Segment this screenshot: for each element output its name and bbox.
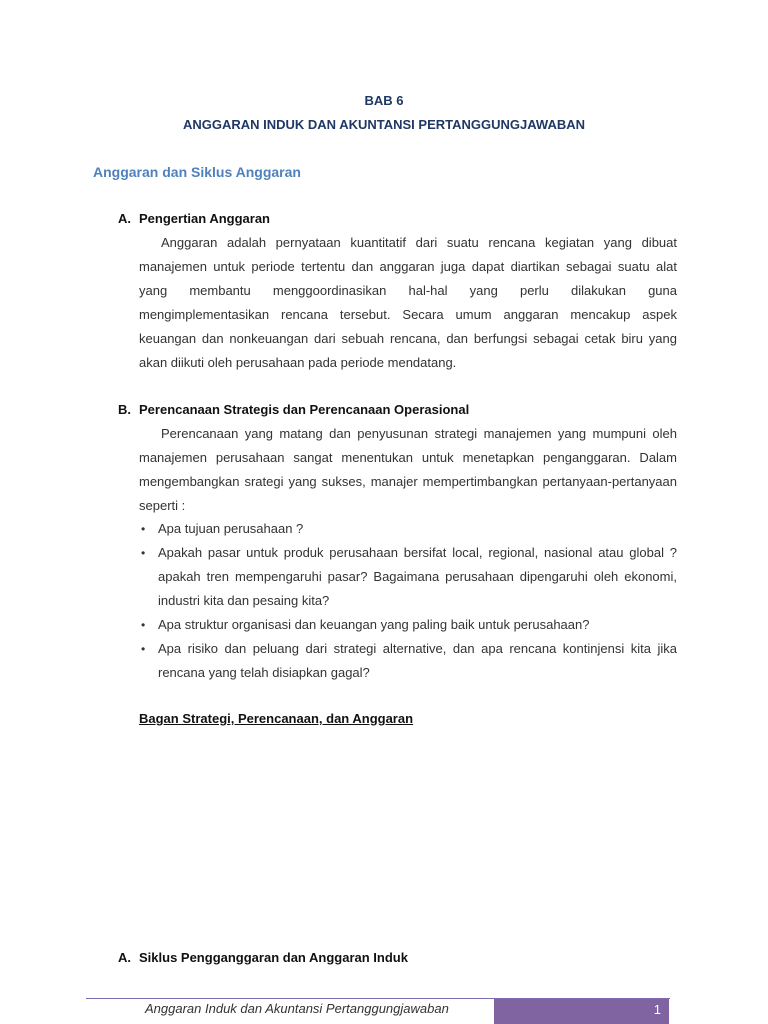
list-item xyxy=(139,517,677,541)
bullet-icon: • xyxy=(141,546,146,560)
list-item xyxy=(139,541,677,613)
list-item-text: Apa tujuan perusahaan ? xyxy=(158,521,304,536)
chapter-number: BAB 6 xyxy=(364,93,404,108)
footer-page-number: 1 xyxy=(494,999,669,1024)
subsection-c-heading xyxy=(118,950,408,965)
bullet-icon: • xyxy=(141,642,146,656)
bullet-icon: • xyxy=(141,618,146,632)
subsection-a-letter: A. xyxy=(118,211,131,226)
subsection-b-letter: B. xyxy=(118,402,131,417)
subsection-b-title: Perencanaan Strategis dan Perencanaan Operasional xyxy=(139,402,470,417)
subsection-a-heading xyxy=(118,211,270,226)
subsection-c-title: Siklus Pengganggaran dan Anggaran Induk xyxy=(139,950,408,965)
list-item xyxy=(139,637,677,685)
subsection-b-paragraph: Perencanaan yang matang dan penyusunan strategi manajemen yang mumpuni oleh manajemen perusahaan sangat menentukan untuk menetapkan penganggaran. Dalam mengembangkan srategi yang sukses, manajer mempertimbangkan pertanyaan-pertanyaan seperti : xyxy=(139,426,677,513)
subsection-a-title: Pengertian Anggaran xyxy=(139,211,270,226)
chapter-title: ANGGARAN INDUK DAN AKUNTANSI PERTANGGUNGJAWABAN xyxy=(182,117,586,132)
subsection-b-heading xyxy=(118,402,469,417)
list-item-text: Apa risiko dan peluang dari strategi alternative, dan apa rencana kontinjensi kita jika rencana yang telah disiapkan gagal? xyxy=(158,641,677,680)
question-list xyxy=(139,517,677,685)
list-item-text: Apa struktur organisasi dan keuangan yang paling baik untuk perusahaan? xyxy=(158,617,590,632)
bullet-icon: • xyxy=(141,522,146,536)
footer-text: Anggaran Induk dan Akuntansi Pertanggungjawaban xyxy=(145,1001,449,1016)
section-heading: Anggaran dan Siklus Anggaran xyxy=(93,164,301,180)
subsection-c-letter: A. xyxy=(118,950,131,965)
list-item xyxy=(139,613,677,637)
chart-title: Bagan Strategi, Perencanaan, dan Anggaran xyxy=(139,711,414,726)
subsection-a-paragraph: Anggaran adalah pernyataan kuantitatif dari suatu rencana kegiatan yang dibuat manajemen untuk periode tertentu dan anggaran juga dapat diartikan sebagai suatu alat yang membantu menggoordinasikan hal-hal yang perlu dilakukan guna mengimplementasikan rencana tersebut. Secara umum anggaran mencakup aspek keuangan dan nonkeuangan dari sebuah rencana, dan berfungsi sebagai cetak biru yang akan diikuti oleh perusahaan pada periode mendatang. xyxy=(139,235,677,370)
list-item-text: Apakah pasar untuk produk perusahaan bersifat local, regional, nasional atau global ? apakah tren mempengaruhi pasar? Bagaimana perusahaan dipengaruhi oleh ekonomi, industri kita dan pesaing kita? xyxy=(158,545,677,608)
